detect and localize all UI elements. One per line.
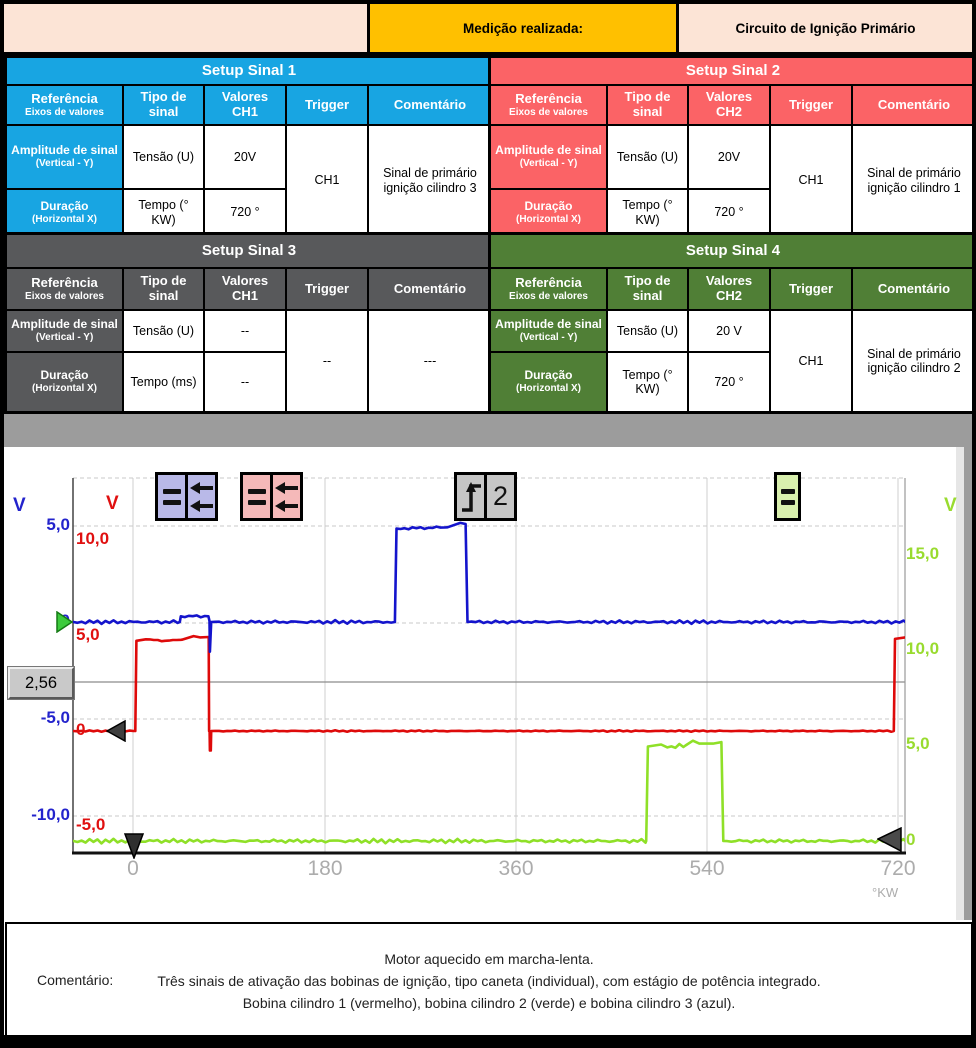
comment-section [5, 922, 973, 1039]
signal-levels-icon [777, 475, 798, 518]
measurement-value: Circuito de Ignição Primário [679, 4, 972, 52]
cell-tipo-1: Tensão (U) [608, 311, 687, 351]
cell-valor-2: 720 ° [205, 190, 285, 235]
col-header-trigger: Trigger [771, 269, 851, 309]
col-header-trigger: Trigger [771, 86, 851, 124]
row-duracao-sub: (Horizontal X) [32, 383, 97, 395]
cell-valor-1: 20V [205, 126, 285, 188]
x-axis-unit: °KW [872, 885, 899, 900]
cell-valor-2: -- [205, 353, 285, 411]
row-amplitude-title: Amplitude de sinal [11, 143, 118, 158]
col-header-valores: Valores CH1 [205, 86, 285, 124]
cell-valor-2: 720 ° [689, 190, 769, 235]
cell-valor-1: 20V [689, 126, 769, 188]
comment-line-2: Três sinais de ativação das bobinas de ignição, tipo caneta (individual), com estágio de potência integrado. [157, 972, 821, 989]
red-tick-0: 0 [76, 720, 86, 739]
row-duracao-title: Duração [524, 368, 573, 383]
col-header-comentario: Comentário [369, 86, 491, 124]
x-tick-720: 720 [880, 857, 916, 880]
channel-blue-settings-button[interactable] [155, 472, 218, 521]
cell-tipo-2: Tempo (° KW) [608, 353, 687, 411]
row-duracao-sub: (Horizontal X) [516, 213, 581, 225]
cell-trigger: CH1 [771, 311, 851, 411]
col-header-referencia-text: Referência [515, 274, 582, 290]
cell-tipo-2: Tempo (° KW) [608, 190, 687, 235]
blue-tick-neg5: -5,0 [40, 708, 70, 727]
col-header-referencia-sub: Eixos de valores [509, 106, 588, 118]
measurement-label: Medição realizada: [370, 4, 676, 52]
cell-trigger: CH1 [771, 126, 851, 235]
col-header-referencia-sub: Eixos de valores [509, 290, 588, 302]
row-duracao-title: Duração [524, 198, 573, 213]
table-title: Setup Sinal 1 [7, 58, 491, 84]
comment-text [7, 924, 971, 1037]
row-amplitude-sub: (Vertical - Y) [519, 158, 578, 170]
col-header-referencia-text: Referência [31, 90, 98, 106]
cell-comentario: Sinal de primário ignição cilindro 3 [369, 126, 491, 235]
col-header-tipo: Tipo de sinal [608, 269, 687, 309]
col-header-valores: Valores CH2 [689, 86, 769, 124]
cell-comentario: Sinal de primário ignição cilindro 2 [853, 311, 975, 411]
row-duracao-title: Duração [40, 368, 89, 383]
trigger-channel-number [487, 475, 514, 518]
signal-levels-icon [243, 475, 270, 518]
col-header-referencia-sub: Eixos de valores [25, 290, 104, 302]
col-header-comentario: Comentário [853, 269, 975, 309]
cell-valor-1: 20 V [689, 311, 769, 351]
col-header-comentario: Comentário [369, 269, 491, 309]
cell-comentario: --- [369, 311, 491, 411]
col-header-referencia-text: Referência [31, 274, 98, 290]
cell-valor-2: 720 ° [689, 353, 769, 411]
col-header-tipo: Tipo de sinal [124, 86, 203, 124]
x-tick-180: 180 [307, 857, 343, 880]
cell-tipo-1: Tensão (U) [608, 126, 687, 188]
trigger-settings-button[interactable] [454, 472, 517, 521]
rising-edge-trigger-icon [457, 475, 484, 518]
cell-valor-1: -- [205, 311, 285, 351]
red-axis-unit: V [106, 493, 119, 514]
cell-trigger: -- [287, 311, 367, 411]
row-duracao-title: Duração [40, 198, 89, 213]
comment-label: Comentário: [37, 972, 114, 988]
col-header-tipo: Tipo de sinal [608, 86, 687, 124]
green-tick-15: 15,0 [906, 544, 940, 563]
row-amplitude-title: Amplitude de sinal [495, 143, 602, 158]
green-zero-marker[interactable] [877, 827, 902, 852]
x-tick-0: 0 [127, 857, 139, 880]
row-duracao-sub: (Horizontal X) [32, 213, 97, 225]
red-tick-5: 5,0 [76, 625, 100, 644]
signal-levels-icon [158, 475, 185, 518]
table-title: Setup Sinal 2 [491, 58, 975, 84]
x-tick-540: 540 [689, 857, 725, 880]
channel-green-settings-button[interactable] [774, 472, 801, 521]
comment-line-1: Motor aquecido em marcha-lenta. [384, 950, 594, 967]
cell-tipo-2: Tempo (° KW) [124, 190, 203, 235]
col-header-referencia-sub: Eixos de valores [25, 106, 104, 118]
col-header-comentario: Comentário [853, 86, 975, 124]
green-axis-unit: V [944, 495, 957, 516]
row-amplitude-title: Amplitude de sinal [11, 317, 118, 332]
col-header-referencia-text: Referência [515, 90, 582, 106]
row-amplitude-sub: (Vertical - Y) [35, 332, 94, 344]
shift-left-arrows-icon [188, 475, 215, 518]
col-header-valores: Valores CH2 [689, 269, 769, 309]
channel-red-settings-button[interactable] [240, 472, 303, 521]
row-amplitude-sub: (Vertical - Y) [519, 332, 578, 344]
red-tick-neg5: -5,0 [76, 815, 106, 834]
shift-left-arrows-icon [273, 475, 300, 518]
cell-tipo-2: Tempo (ms) [124, 353, 203, 411]
x-tick-360: 360 [498, 857, 534, 880]
col-header-valores: Valores CH1 [205, 269, 285, 309]
comment-line-3: Bobina cilindro 1 (vermelho), bobina cilindro 2 (verde) e bobina cilindro 3 (azul). [242, 994, 736, 1011]
blue-tick-neg10: -10,0 [31, 805, 70, 824]
red-zero-marker[interactable] [106, 720, 126, 742]
trigger-level-badge[interactable]: 2,56 [8, 667, 74, 699]
cell-comentario: Sinal de primário ignição cilindro 1 [853, 126, 975, 235]
col-header-tipo: Tipo de sinal [124, 269, 203, 309]
blue-tick-5: 5,0 [46, 515, 70, 534]
row-amplitude-sub: (Vertical - Y) [35, 158, 94, 170]
table-title: Setup Sinal 4 [491, 235, 975, 267]
green-tick-5: 5,0 [906, 734, 930, 753]
trigger-channel-value: 2 [492, 481, 509, 511]
trigger-time-marker[interactable] [124, 833, 144, 859]
col-header-trigger: Trigger [287, 86, 367, 124]
green-tick-0: 0 [906, 830, 916, 849]
cell-tipo-1: Tensão (U) [124, 126, 203, 188]
row-amplitude-title: Amplitude de sinal [495, 317, 602, 332]
table-title: Setup Sinal 3 [7, 235, 491, 267]
cell-trigger: CH1 [287, 126, 367, 235]
col-header-trigger: Trigger [287, 269, 367, 309]
row-duracao-sub: (Horizontal X) [516, 383, 581, 395]
cell-tipo-1: Tensão (U) [124, 311, 203, 351]
green-tick-10: 10,0 [906, 639, 940, 658]
blue-zero-marker[interactable] [56, 611, 73, 633]
red-tick-10: 10,0 [76, 529, 110, 548]
blue-axis-unit: V [13, 495, 26, 516]
